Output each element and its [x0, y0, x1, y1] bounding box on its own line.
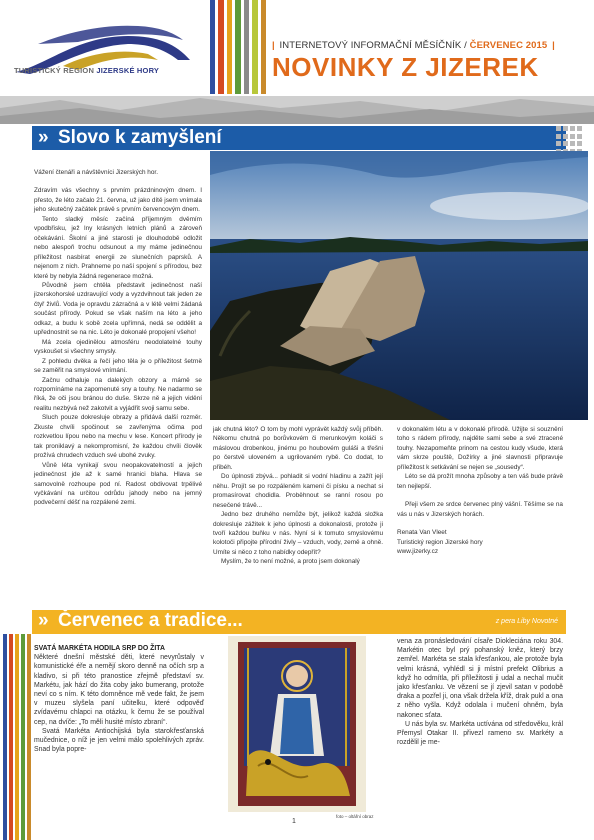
tradition-column-1	[34, 644, 204, 754]
signature-name: Renata Van Vleet	[397, 529, 447, 537]
signature-link[interactable]: www.jizerky.cz	[397, 547, 439, 555]
logo-highlight: JIZERSKÉ HORY	[96, 66, 160, 75]
chevron-icon: »	[38, 127, 49, 148]
illustration-caption: foto – oltářní obraz	[336, 814, 374, 819]
paragraph: Sluch pouze dokresluje obrazy a přidává další rozměr. Zkuste chvíli spočinout se zavřenýma očima pod rozkvetlou lípou nebo na mechu v lese. Koncert přírody je tak proniklavý a nekompromisní, že každou chvíli člověk prožívá chrudech vzduch své ubohé zvuky.	[34, 414, 202, 460]
logo-prefix: TURISTICKÝ REGION	[14, 66, 95, 75]
paragraph: Vůně léta vynikají svou neopakovatelností a jejich jedinečnost jde až k samé hranici blaha. Hlava se samovolně rozhoupe pod ní. Radost obdivovat trpělivé vyčkávání na určitou odrůdu jahody nebo na jemný podvečerní déšť na rozpálené zemi.	[34, 461, 202, 507]
section-header-tradice	[32, 610, 566, 634]
section-title: Slovo k zamyšlení	[58, 127, 222, 148]
subtitle-bar-right: |	[552, 40, 555, 51]
subtitle-separator: /	[464, 40, 467, 51]
paragraph: Přeji všem ze srdce červenec plný vášní. Těšíme se na vás u nás v Jizerských horách.	[397, 501, 563, 518]
paragraph: Začnu odhaluje na dalekých obzory a mámě se rozpomínáme na zapomenuté sny a touhy. Ne nadarmo se říká, že oči jsou bránou do duše. Skrze ně a jejich vidění realitu nezbývá než zakotvit a vyjádřit svoji samu sebe.	[34, 376, 202, 412]
paragraph: Některé dnešní městské děti, které nevyrůstaly v komunistické éře a nemějí skoro denně na očích srp a kladivo, si při této pranostice zřejmě představí sv. Markétu, jak hází do žita coby jako bumerang, protože neví co s ním. K této domněnce mě vede fakt, že jsem v muzeu slyšela paní učitelku, které odpověď zvídavému chlapci na otázku, k čemu že se používal cep, na dvíče: „To měli husité místo zbraní“.	[34, 654, 204, 726]
paragraph: Původně jsem chtěla představit jedinečnost naší jizerskohorské uzdravující vody a vyzdvihnout tak jeden ze čtyř živlů. Voda je opravdu zázračná a v létě velmi žádaná součást přírody. Pokud se však naším na léto a jeho odkaz, a budu k sobě zcela upřímná, nedá se oddělit a upřednostnit se na nic. Léto je dokonalé propojení všeho!	[34, 281, 202, 337]
signature-org: Turistický region Jizerské hory	[397, 538, 483, 546]
side-color-stripes	[0, 634, 32, 840]
chevron-icon: »	[38, 610, 49, 631]
subtitle-text: INTERNETOVÝ INFORMAČNÍ MĚSÍČNÍK	[279, 40, 462, 51]
issue-date: ČERVENEC 2015	[469, 40, 548, 51]
subtitle-bar-left: |	[272, 40, 275, 51]
page-number: 1	[292, 818, 296, 825]
signature-block	[397, 528, 563, 556]
paragraph: v dokonalém létu a v dokonalé přírodě. Užijte si souznění toho s rádem přírody, najděte sami sebe a své ztracené touhy. Nezapomeňte prinom na cestou kudy všude, která vám skrze pouště, Dožírky a jiné slavnosti připravuje příležitost k setkávání se nejen se „sousedy“.	[397, 426, 563, 471]
logo-text	[14, 66, 159, 75]
lake-photo	[210, 151, 588, 420]
greeting-paragraph: Vážení čtenáři a návštěvníci Jizerských hor.	[34, 169, 158, 176]
saint-margaret-illustration	[228, 636, 366, 812]
paragraph: vena za pronásledování císaře Diokleciána roku 304. Markétin otec byl prý pohanský kněz, který brzy zemřel. Markéta se stala křesťankou, ale protože byla velmi krásná, vyhlédl si ji místní prefekt Olibrius a když ho odmítla, při příležitosti ji udal a nechal mučit jako křesťanku. Ve vězení se jí zjevil satan v podobě draka a pozřel ji, ona však držela kříž, drak pukl a ona z něho vyšla. Když odolala i mučení ohněm, byla nakonec sťata.	[397, 638, 563, 719]
paragraph: Tento sladký měsíc začíná příjemným dvěmím vpodbřisku, jež lny krásných letních plánů a zároveň očekávání. Školní a jiné starosti je dlouhodobě odložit nebo alespoň trochu odsunout a my máme jedinečnou příležitost nasbírat energii ze slunečních paprsků. A nejenom z nich. Prahneme po naší spojení s přírodou, bez které by nebyla žádná regenerace možná.	[34, 215, 202, 280]
grid-squares-decoration	[556, 126, 586, 154]
paragraph: Svatá Markéta Antiochijská byla starokřesťanská mučednice, o níž je jen velmi málo spolehlivých zpráv. Snad byla popre-	[34, 727, 204, 754]
paragraph: Jedno bez druhého nemůže být, jelikož každá složka dokresluje zážitek k jeho úplnosti a dokonalosti, protože ji tvoří každou buňku v nás. Nyní si k tomuto smyslovému kolotoči připojte přírodní živly – vzduch, vody, země a ohně. Umíte si něco z toho nabídky odepřít?	[213, 511, 383, 556]
paragraph: U nás byla sv. Markéta uctívána od středověku, král Přemysl Otakar II. přivezl rameno sv. Markéty a rozdělil je me-	[397, 720, 563, 747]
section-title: Červenec a tradice...	[58, 610, 243, 631]
paragraph: Léto se dá prožít mnoha způsoby a ten váš bude právě ten nejlepší.	[397, 473, 563, 490]
article-column-1	[34, 168, 202, 508]
paragraph: Do úplnosti zbývá... pohladit si vodní hladinu a zažít její něhu. Projít se po rozpáleném kameni či písku a nechat si promasírovat chodidla. Proběhnout se ranní rosou po nesečené trávě...	[213, 473, 383, 509]
header-color-stripes	[210, 0, 266, 94]
mountain-band-decoration	[0, 96, 594, 124]
article-column-3	[397, 425, 563, 556]
section-header-slovo	[32, 126, 566, 150]
paragraph: Má zcela ojedinělou atmosféru neodolatelné touhy vyskoušet si všechny smysly.	[34, 338, 202, 356]
author-credit: z pera Liby Novotné	[495, 618, 558, 625]
paragraph: Myslím, že to není možné, a proto jsem dokonalý	[221, 558, 360, 566]
paragraph: jak chutná léto? O tom by mohl vyprávět každý svůj příběh. Někomu chutná po borůvkovém či merunkovým koláči s máslovou drobenkou, jinému po houbovém guláši a třešni po čerstvě uloveném a ugrilovaném rybě. Co dodat, to přibéh.	[213, 426, 383, 471]
tradition-column-2	[397, 637, 563, 747]
paragraph: Zdravím vás všechny s prvním prázdninovým dnem. I přesto, že léto začalo 21. června, už jako dítě jsem vnímala jeho skutečný začátek právě s prvním červencovým dnem.	[34, 187, 202, 214]
article-column-2	[213, 425, 383, 567]
page-title: NOVINKY Z JIZEREK	[272, 52, 539, 82]
newsletter-subtitle	[270, 40, 557, 51]
newsletter-header	[0, 0, 594, 96]
article-heading: SVATÁ MARKÉTA HODILA SRP DO ŽITA	[34, 645, 165, 652]
paragraph: Z pohledu dvěka a řečí jeho těla je o příležitost šetrně se zaměřit na smyslové vnímání.	[34, 357, 202, 375]
